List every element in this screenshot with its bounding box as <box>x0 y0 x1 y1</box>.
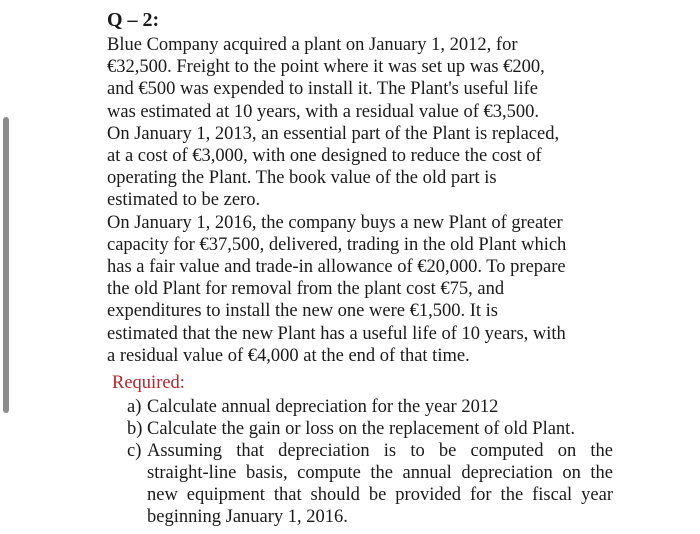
required-list <box>127 396 613 528</box>
required-item-c <box>127 440 613 528</box>
text-line: Blue Company acquired a plant on January 1, 2012, for <box>107 35 518 55</box>
required-item-b <box>127 418 613 440</box>
text-line: estimated that the new Plant has a useful life of 10 years, with <box>107 323 566 344</box>
question-title: Q – 2: <box>107 9 160 31</box>
item-text <box>147 396 613 418</box>
text-line: capacity for €37,500, delivered, trading in the old Plant which <box>107 234 567 255</box>
question-body <box>107 34 627 367</box>
text-line: Calculate the gain or loss on the replacement of old Plant. <box>147 419 575 439</box>
text-line: operating the Plant. The book value of the old part is <box>107 168 497 189</box>
item-label: b) <box>127 419 143 439</box>
item-text <box>147 418 613 440</box>
scroll-indicator[interactable] <box>3 117 9 413</box>
item-text <box>147 440 613 528</box>
text-line: new equipment that should be provided for the fiscal year <box>147 485 613 505</box>
text-line: was estimated at 10 years, with a residual value of €3,500. <box>107 101 540 122</box>
text-line: the old Plant for removal from the plant cost €75, and <box>107 279 505 300</box>
required-item-a <box>127 396 613 418</box>
text-line: estimated to be zero. <box>107 190 261 211</box>
text-line: Assuming that depreciation is to be computed on the <box>147 441 613 461</box>
text-line: has a fair value and trade-in allowance of €20,000. To prepare <box>107 257 566 278</box>
text-line: straight-line basis, compute the annual depreciation on the <box>147 463 613 483</box>
text-line: On January 1, 2013, an essential part of the Plant is replaced, <box>107 123 560 144</box>
required-heading: Required: <box>112 373 185 393</box>
text-line: a residual value of €4,000 at the end of that time. <box>107 345 470 366</box>
text-line: expenditures to install the new one were €1,500. It is <box>107 301 498 322</box>
item-label: c) <box>127 441 142 461</box>
text-line: €32,500. Freight to the point where it was set up was €200, <box>107 57 545 78</box>
text-line: beginning January 1, 2016. <box>147 507 348 527</box>
text-line: and €500 was expended to install it. The Plant's useful life <box>107 79 538 100</box>
item-label: a) <box>127 397 142 417</box>
text-line: at a cost of €3,000, with one designed to reduce the cost of <box>107 146 542 167</box>
text-line: Calculate annual depreciation for the year 2012 <box>147 397 499 417</box>
text-line: On January 1, 2016, the company buys a new Plant of greater <box>107 212 563 233</box>
